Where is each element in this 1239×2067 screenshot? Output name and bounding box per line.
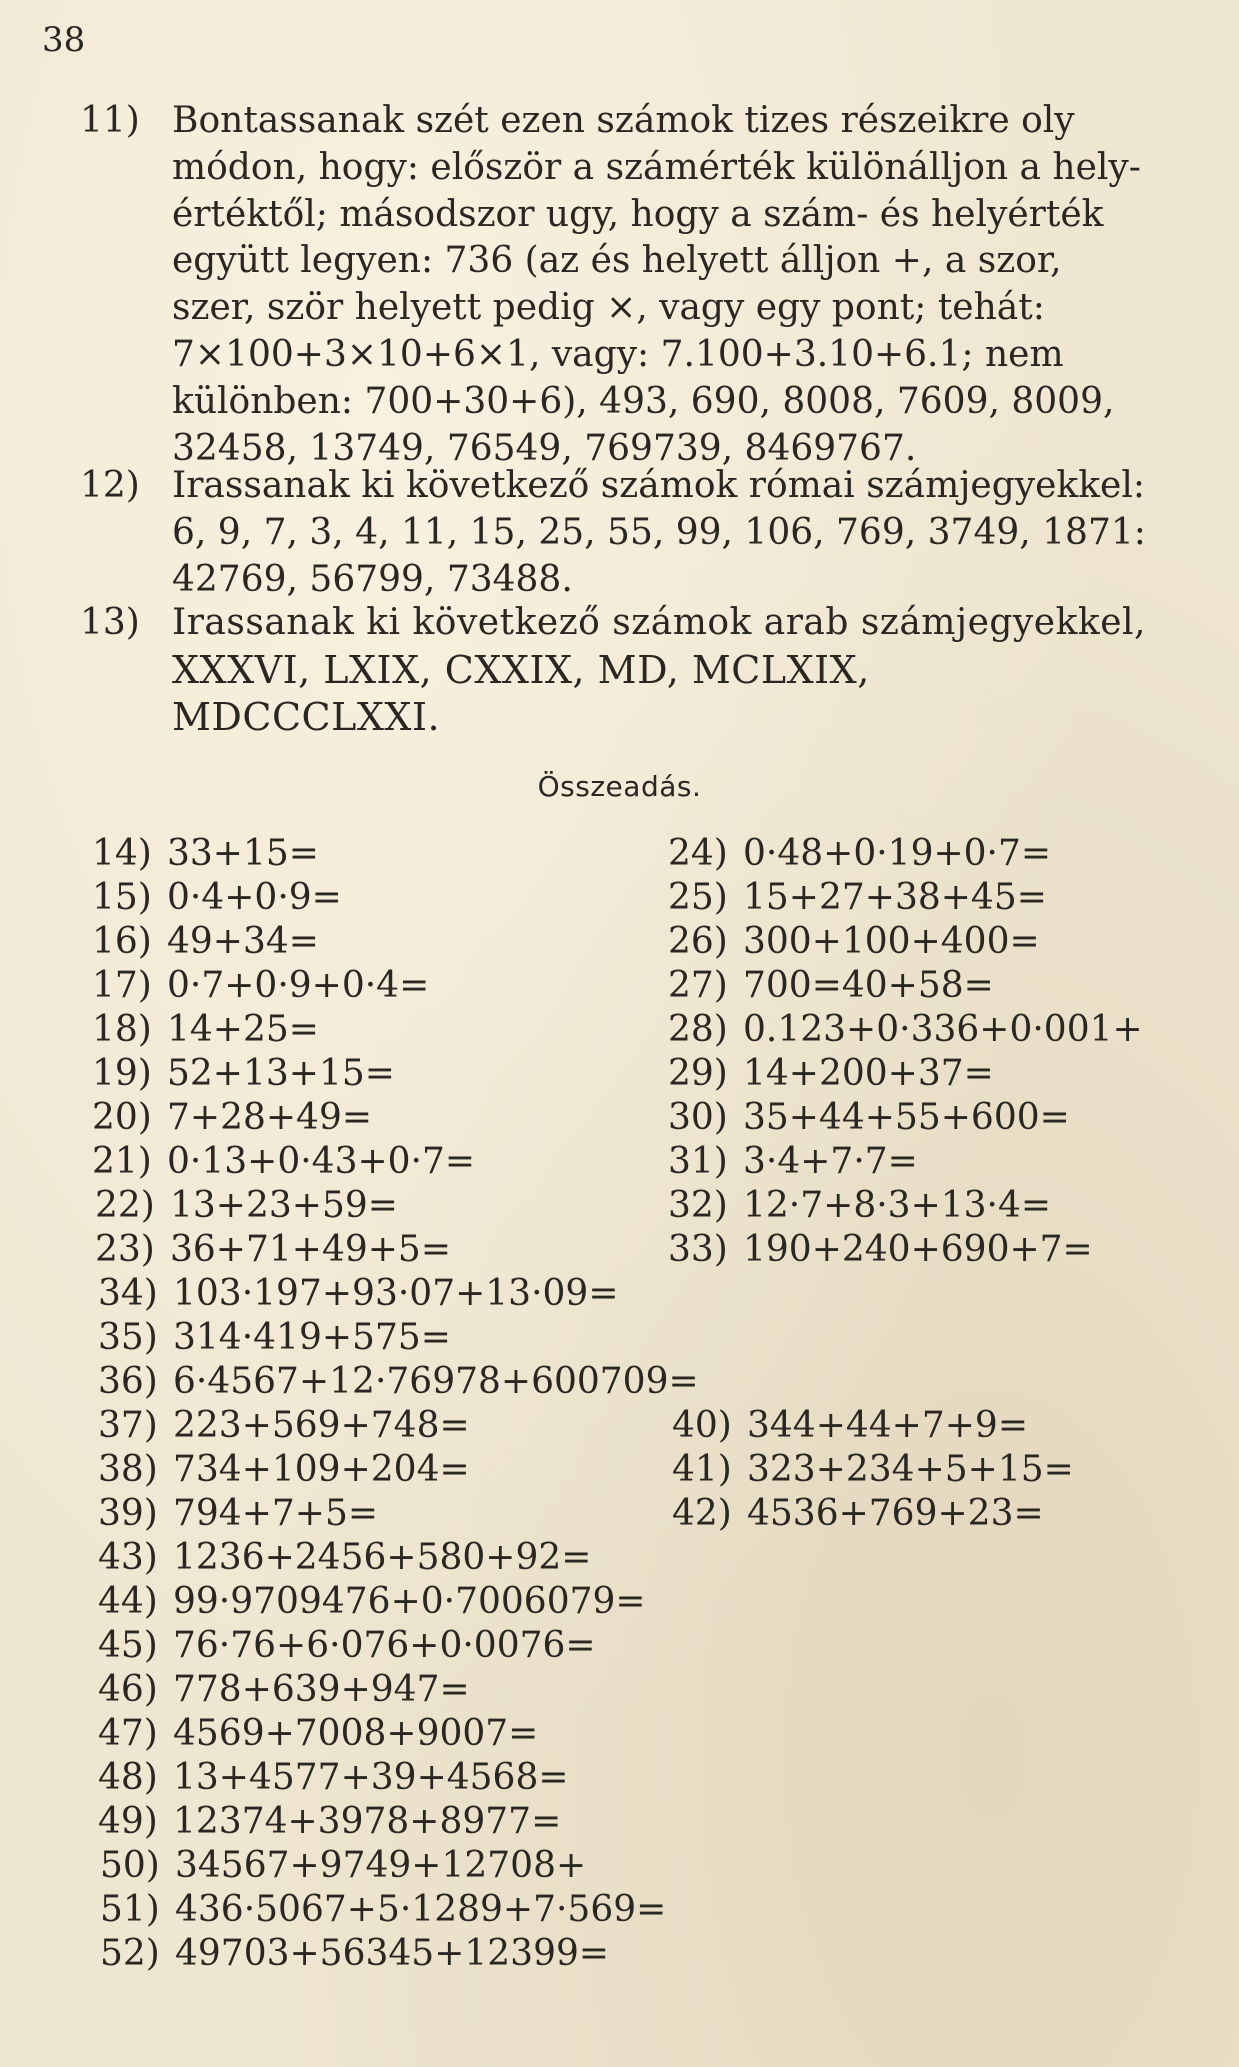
section-heading: Összeadás. <box>537 770 702 803</box>
text-line: módon, hogy: először a számérték különálljon a hely- <box>172 146 1141 188</box>
exercise-31: 31) 3·4+7·7= <box>668 1141 918 1182</box>
exercise-49: 49) 12374+3978+8977= <box>98 1801 562 1842</box>
text-line: 32458, 13749, 76549, 769739, 8469767. <box>172 427 917 469</box>
exercise-43: 43) 1236+2456+580+92= <box>98 1537 592 1578</box>
exercise-27: 27) 700=40+58= <box>668 965 994 1006</box>
exercise-36: 36) 6·4567+12·76978+600709= <box>98 1361 699 1402</box>
text-line: MDCCCLXXI. <box>172 694 441 739</box>
exercise-42: 42) 4536+769+23= <box>672 1493 1044 1534</box>
exercise-21: 21) 0·13+0·43+0·7= <box>92 1141 476 1182</box>
exercise-16: 16) 49+34= <box>92 921 319 962</box>
exercise-15: 15) 0·4+0·9= <box>92 877 342 918</box>
paragraph-13 <box>80 600 1220 740</box>
exercise-24: 24) 0·48+0·19+0·7= <box>668 833 1052 874</box>
exercise-29: 29) 14+200+37= <box>668 1053 994 1094</box>
text-line: Irassanak ki következő számok arab számjegyekkel, <box>172 602 1146 643</box>
exercise-46: 46) 778+639+947= <box>98 1669 470 1710</box>
exercise-32: 32) 12·7+8·3+13·4= <box>668 1185 1052 1226</box>
exercise-48: 48) 13+4577+39+4568= <box>98 1757 569 1798</box>
paragraph-12 <box>80 463 1220 603</box>
exercise-30: 30) 35+44+55+600= <box>668 1097 1070 1138</box>
paragraph-number: 11) <box>80 100 140 141</box>
paragraph-11 <box>80 98 1220 472</box>
text-line: 6, 9, 7, 3, 4, 11, 15, 25, 55, 99, 106, 769, 3749, 1871: <box>172 511 1146 553</box>
exercise-41: 41) 323+234+5+15= <box>672 1449 1074 1490</box>
exercise-51: 51) 436·5067+5·1289+7·569= <box>100 1889 667 1930</box>
text-line: Irassanak ki következő számok római számjegyekkel: <box>172 465 1145 506</box>
exercise-18: 18) 14+25= <box>92 1009 319 1050</box>
exercise-44: 44) 99·9709476+0·7006079= <box>98 1581 646 1622</box>
exercise-37: 37) 223+569+748= <box>98 1405 470 1446</box>
text-line: együtt legyen: 736 (az és helyett álljon +, a szor, <box>172 240 1062 282</box>
text-line: XXXVI, LXIX, CXXIX, MD, MCLXIX, <box>172 647 870 692</box>
paragraph-number: 13) <box>80 602 140 643</box>
exercise-14: 14) 33+15= <box>92 833 319 874</box>
exercise-52: 52) 49703+56345+12399= <box>100 1933 610 1974</box>
exercise-35: 35) 314·419+575= <box>98 1317 451 1358</box>
exercise-47: 47) 4569+7008+9007= <box>98 1713 539 1754</box>
exercise-45: 45) 76·76+6·076+0·0076= <box>98 1625 596 1666</box>
exercise-22: 22) 13+23+59= <box>95 1185 398 1226</box>
exercise-50: 50) 34567+9749+12708+ <box>100 1845 587 1886</box>
text-line: különben: 700+30+6), 493, 690, 8008, 7609, 8009, <box>172 380 1115 422</box>
exercise-40: 40) 344+44+7+9= <box>672 1405 1028 1446</box>
exercise-23: 23) 36+71+49+5= <box>95 1229 451 1270</box>
exercise-39: 39) 794+7+5= <box>98 1493 379 1534</box>
text-line: 42769, 56799, 73488. <box>172 558 573 600</box>
exercise-33: 33) 190+240+690+7= <box>668 1229 1093 1270</box>
page-number: 38 <box>42 20 86 60</box>
exercise-34: 34) 103·197+93·07+13·09= <box>98 1273 619 1314</box>
exercise-38: 38) 734+109+204= <box>98 1449 470 1490</box>
exercise-19: 19) 52+13+15= <box>92 1053 395 1094</box>
text-line: szer, ször helyett pedig ×, vagy egy pont; tehát: <box>172 287 1045 329</box>
exercise-17: 17) 0·7+0·9+0·4= <box>92 965 430 1006</box>
text-line: értéktől; másodszor ugy, hogy a szám- és helyérték <box>172 193 1104 235</box>
paragraph-number: 12) <box>80 465 140 506</box>
exercise-26: 26) 300+100+400= <box>668 921 1040 962</box>
exercise-20: 20) 7+28+49= <box>92 1097 373 1138</box>
exercise-25: 25) 15+27+38+45= <box>668 877 1047 918</box>
exercise-28: 28) 0.123+0·336+0·001+ <box>668 1009 1143 1050</box>
text-line: Bontassanak szét ezen számok tizes részeikre oly <box>172 100 1075 141</box>
text-line: 7×100+3×10+6×1, vagy: 7.100+3.10+6.1; nem <box>172 333 1064 375</box>
